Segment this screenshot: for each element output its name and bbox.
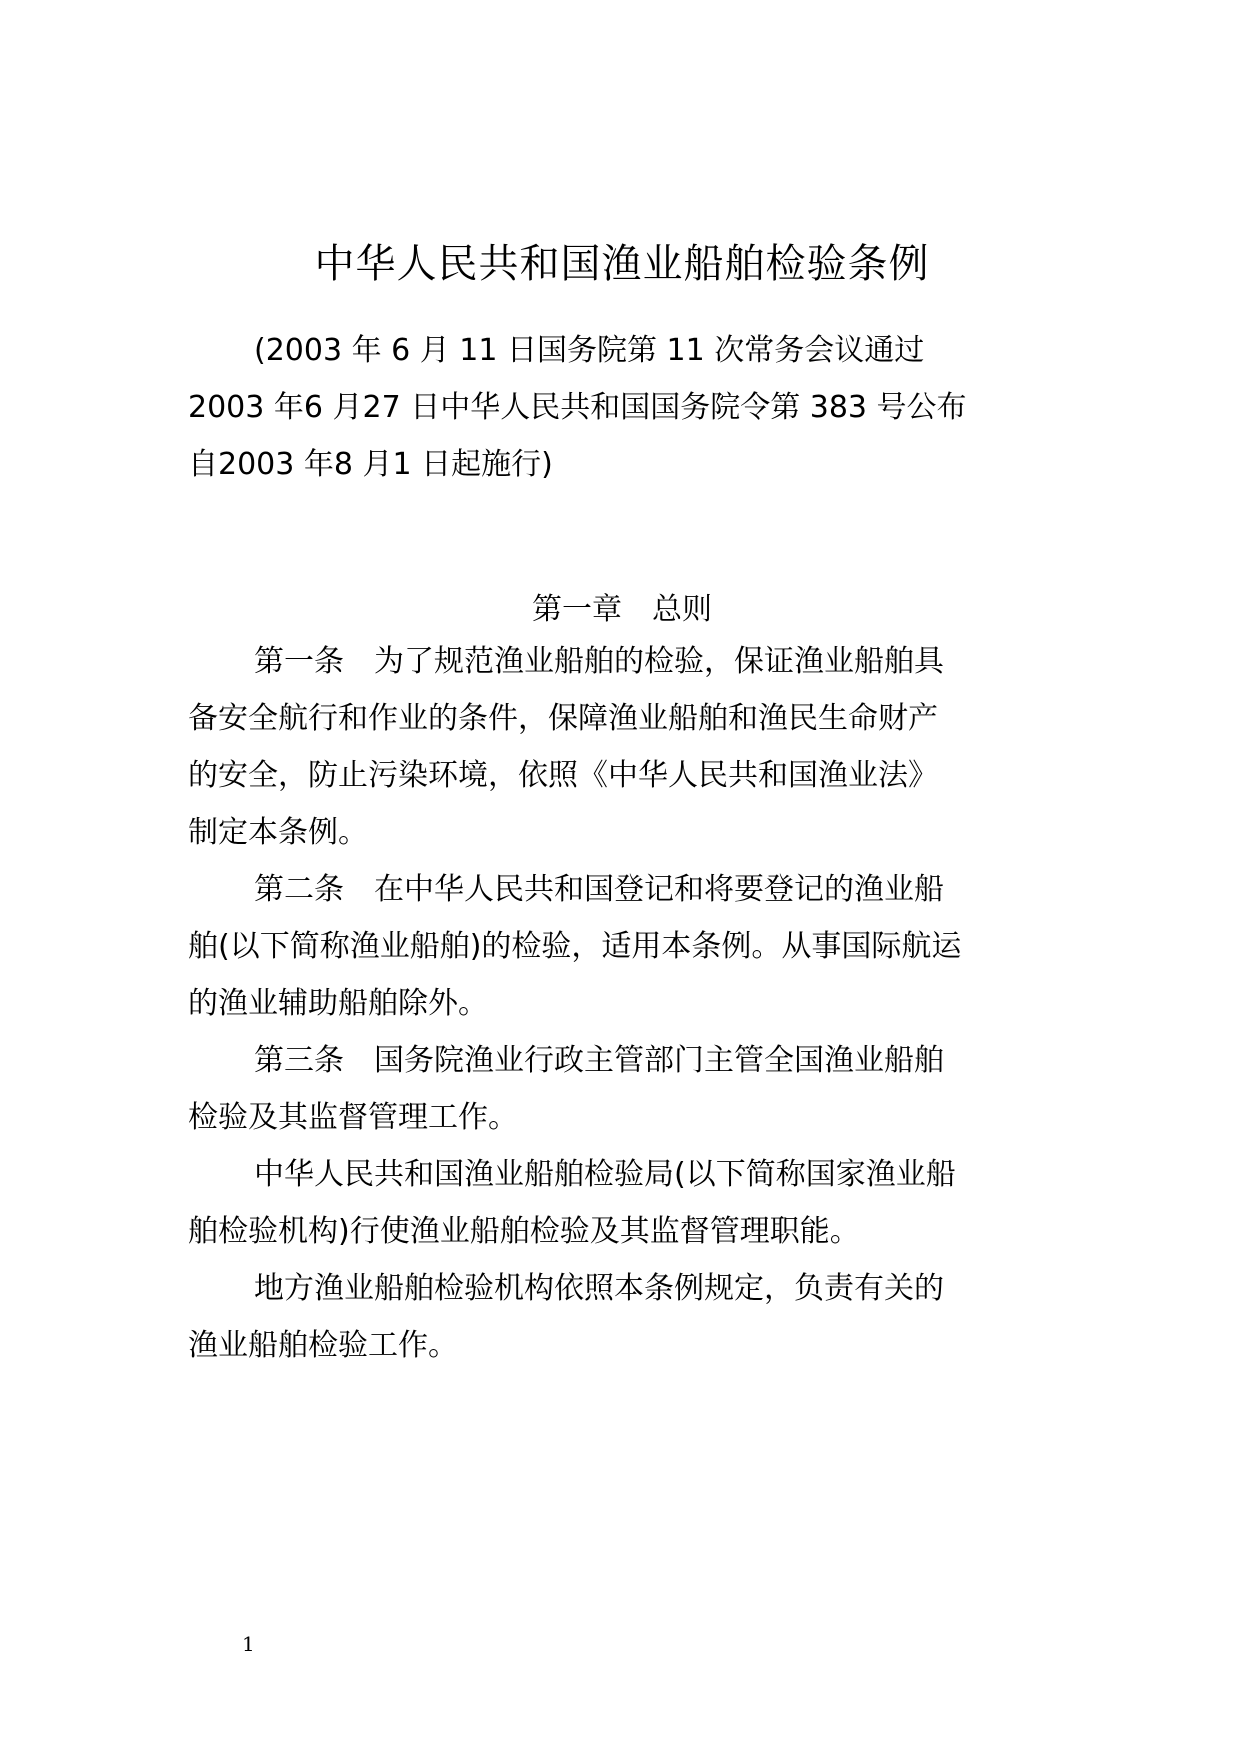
article-text: 在中华人民共和国登记和将要登记的渔业船 (374, 872, 944, 907)
paragraph-1-line-1: 中华人民共和国渔业船舶检验局(以下简称国家渔业船 (254, 1157, 956, 1192)
article-1-first-line (254, 640, 944, 684)
article-3-line-2: 检验及其监督管理工作。 (188, 1100, 518, 1135)
article-2-line-2: 舶(以下简称渔业船舶)的检验，适用本条例。从事国际航运 (188, 929, 962, 964)
preamble-line-1: (2003 年 6 月 11 日国务院第 11 次常务会议通过 (254, 333, 925, 368)
article-number: 第三条 (254, 1043, 374, 1078)
article-1-line-3: 的安全，防止污染环境，依照《中华人民共和国渔业法》 (188, 758, 938, 793)
article-text: 为了规范渔业船舶的检验，保证渔业船舶具 (374, 644, 944, 679)
article-number: 第一条 (254, 644, 374, 679)
article-number: 第二条 (254, 872, 374, 907)
article-1-line-2: 备安全航行和作业的条件，保障渔业船舶和渔民生命财产 (188, 701, 938, 736)
paragraph-1-line-2: 舶检验机构)行使渔业船舶检验及其监督管理职能。 (188, 1214, 860, 1249)
paragraph-2-line-2: 渔业船舶检验工作。 (188, 1328, 458, 1363)
page-number: 1 (242, 1632, 255, 1656)
document-title: 中华人民共和国渔业船舶检验条例 (314, 241, 930, 287)
article-text: 国务院渔业行政主管部门主管全国渔业船舶 (374, 1043, 944, 1078)
preamble-line-2: 2003 年6 月27 日中华人民共和国国务院令第 383 号公布 (188, 390, 967, 425)
chapter-heading: 第一章 总则 (532, 592, 712, 627)
article-2-first-line (254, 868, 944, 912)
preamble-line-3: 自2003 年8 月1 日起施行) (188, 447, 553, 482)
article-1-line-4: 制定本条例。 (188, 815, 368, 850)
paragraph-2-line-1: 地方渔业船舶检验机构依照本条例规定，负责有关的 (254, 1271, 944, 1306)
article-3-first-line (254, 1039, 944, 1083)
article-2-line-3: 的渔业辅助船舶除外。 (188, 986, 488, 1021)
